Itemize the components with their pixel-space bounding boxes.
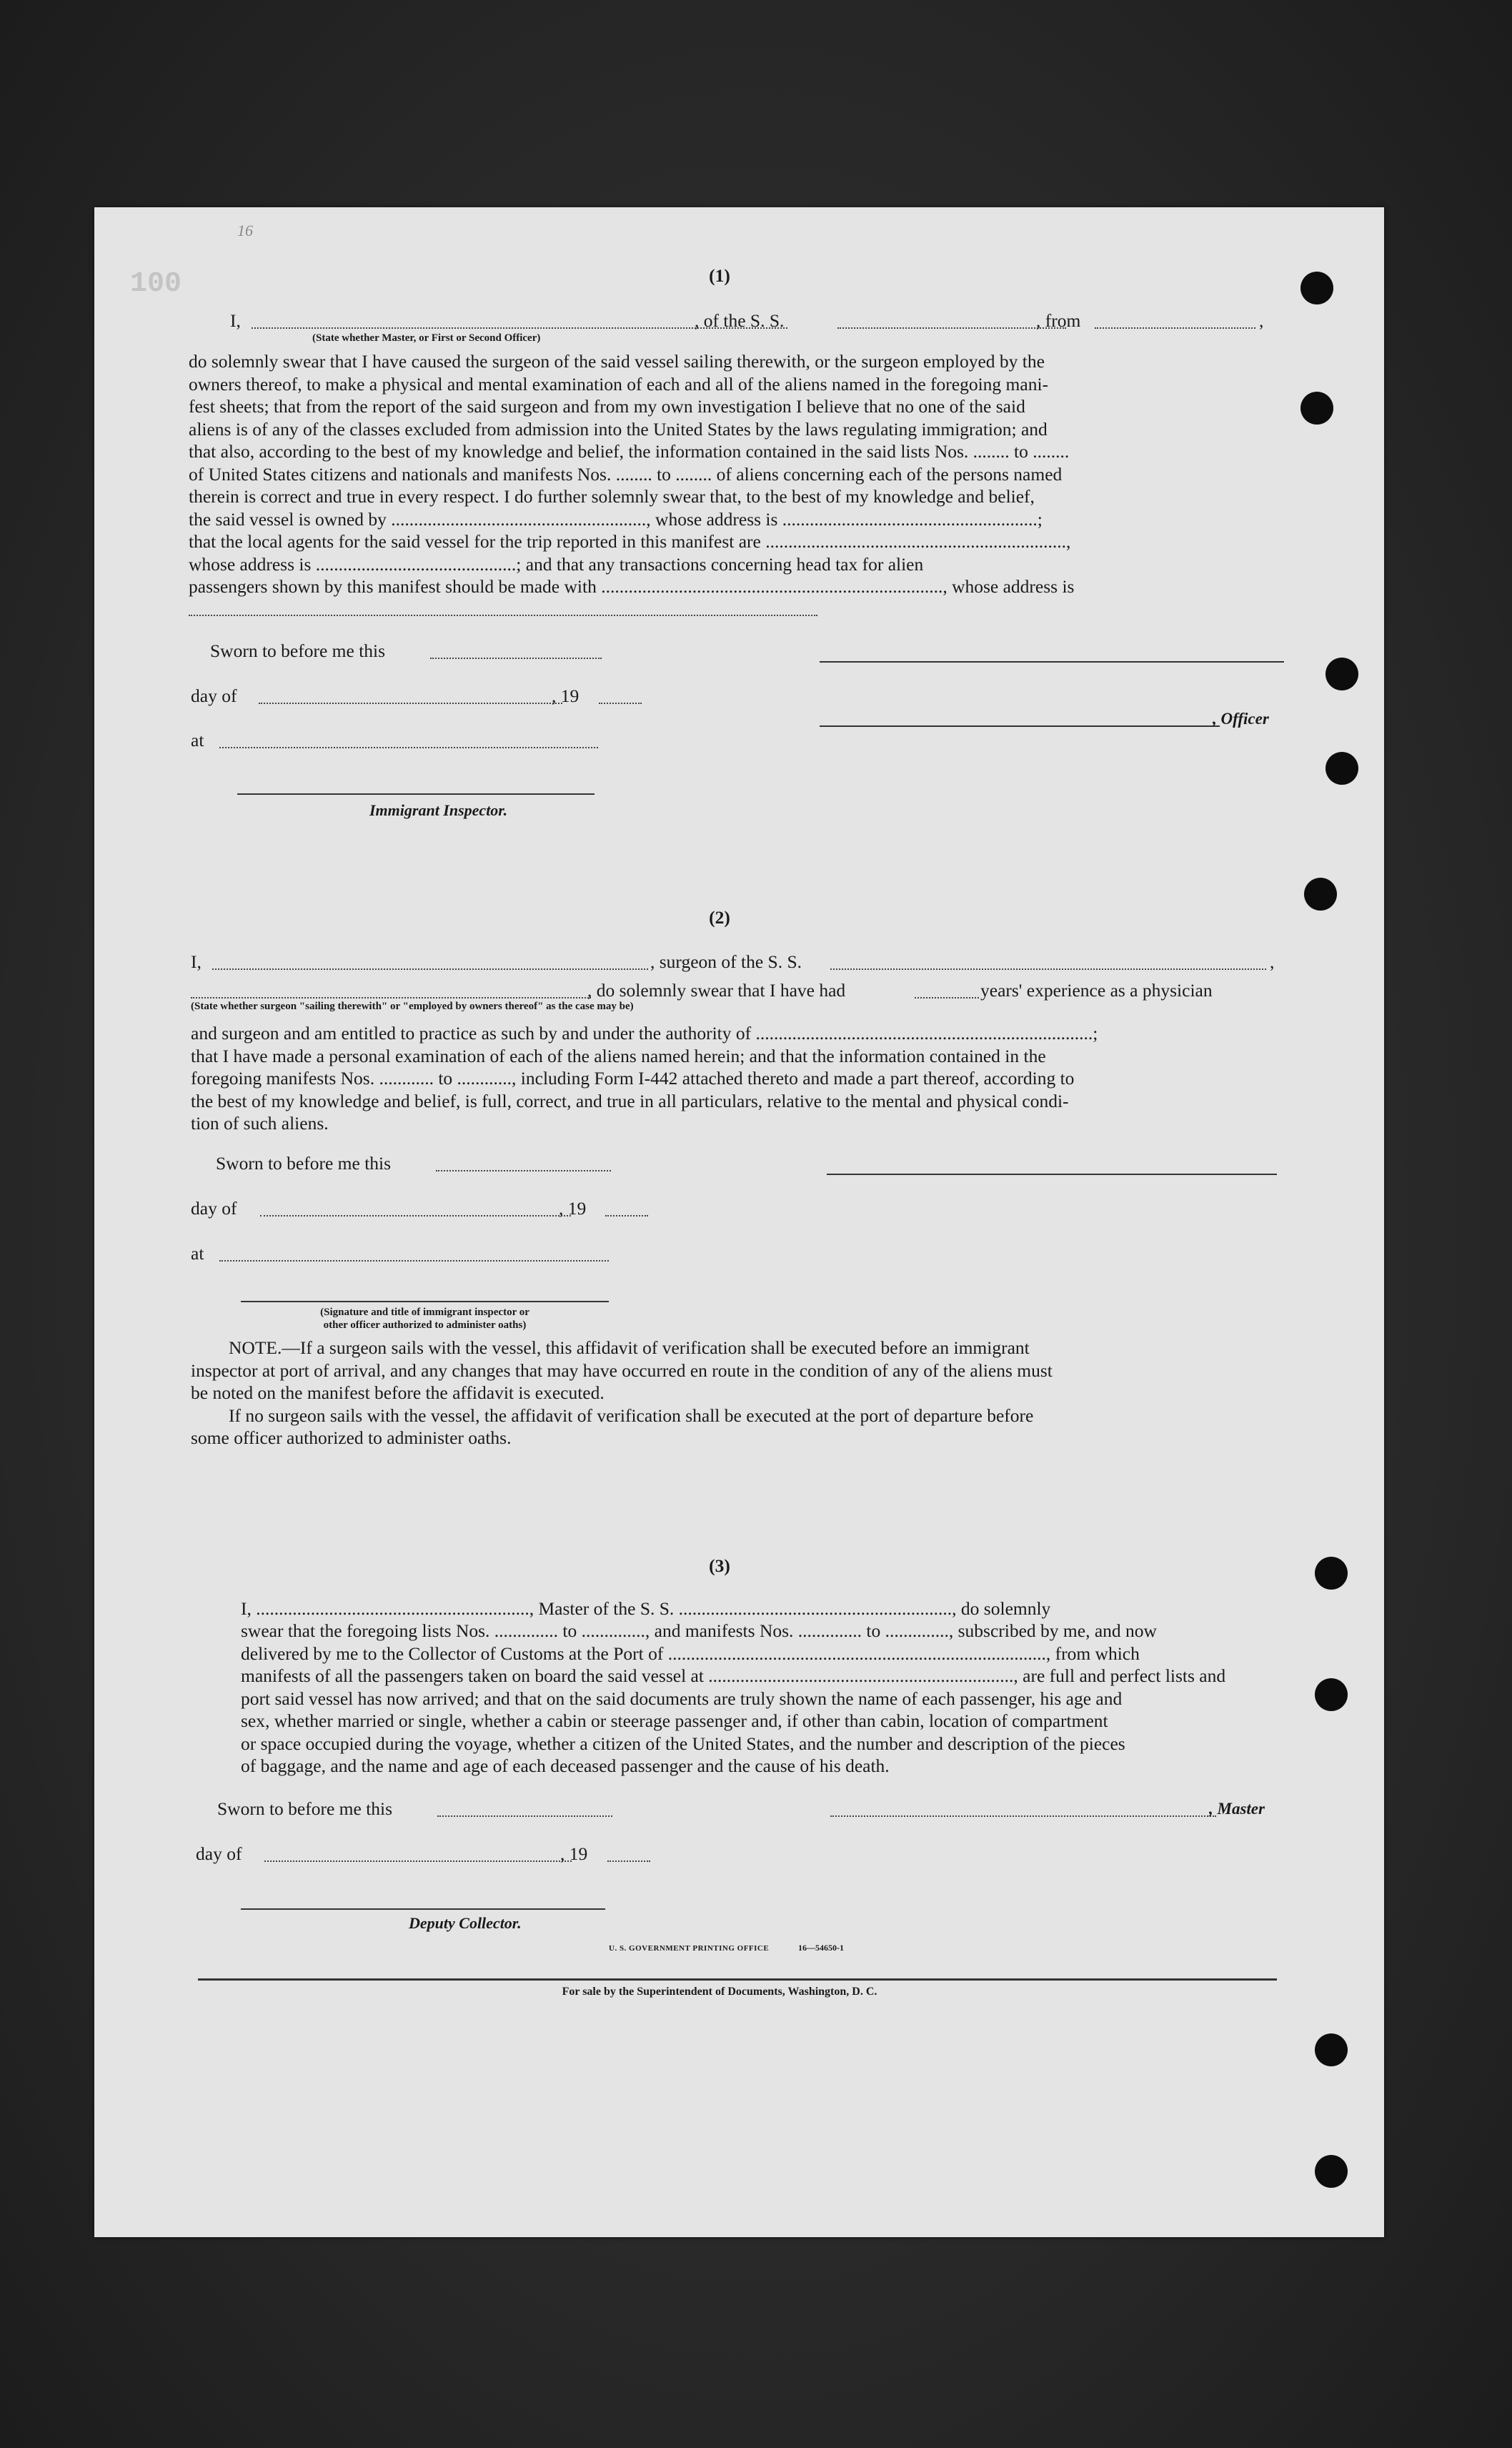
s2-oath-paragraph [191,1022,1277,1135]
s3-oath-line-6: sex, whether married or single, whether a cabin or steerage passenger and, if other than cabin, location of compartment [241,1710,1108,1731]
s3-nineteen-label: , 19 [560,1843,588,1864]
s3-day-of-label: day of [196,1843,242,1864]
s1-oath-line-6: of United States citizens and nationals and manifests Nos. ........ to ........ of aliens concerning each of the persons named [189,463,1063,485]
s1-oath-paragraph [189,350,1275,598]
s1-oath-line-9: that the local agents for the said vessel for the trip reported in this manifest are .................................................................., [189,531,1071,552]
s2-surgeon-name-line[interactable] [212,968,648,970]
s2-year-line[interactable] [605,1215,648,1216]
s1-year-line[interactable] [599,703,642,704]
s2-note-line-2: inspector at port of arrival, and any changes that may have occurred en route in the condition of any of the aliens must [191,1359,1053,1381]
s2-surgeon-sub-label: (State whether surgeon "sailing therewith" or "employed by owners thereof" as the case may be) [191,1001,634,1012]
s2-comma: , [1270,951,1275,972]
binder-hole [1300,392,1333,425]
footer-rule [198,1978,1277,1981]
s2-note-line-4: If no surgeon sails with the vessel, the affidavit of verification shall be executed at the port of departure before [229,1404,1034,1426]
s2-oath-line-4: the best of my knowledge and belief, is full, correct, and true in all particulars, relative to the mental and physical condi- [191,1090,1069,1111]
footer-gpo: U. S. GOVERNMENT PRINTING OFFICE [609,1944,770,1953]
s3-year-line[interactable] [607,1860,650,1862]
s1-oath-line-4: aliens is of any of the classes excluded from admission into the United States by the laws regulating immigration; and [189,418,1048,440]
s1-sworn-label: Sworn to before me this [210,640,386,661]
s1-officer-label: , Officer [1213,710,1269,728]
s2-oath-line-5: tion of such aliens. [191,1113,329,1134]
s1-officer-signature-line[interactable] [820,725,1220,727]
s3-oath-line-5: port said vessel has now arrived; and that on the said documents are truly shown the name of each passenger, his age and [241,1688,1123,1709]
bleed-number: 100 [130,268,182,300]
section-2-number: (2) [709,907,730,928]
s3-oath-line-2: swear that the foregoing lists Nos. .............. to .............., and manifests Nos. .............. to .............., subscribed by me, and now [241,1620,1157,1641]
s2-surgeon-label: , surgeon of the S. S. [650,951,802,972]
s2-signature-label-1: (Signature and title of immigrant inspector or [320,1307,529,1318]
s3-oath-line-8: of baggage, and the name and age of each deceased passenger and the cause of his death. [241,1755,890,1776]
s3-sworn-label: Sworn to before me this [217,1798,393,1819]
binder-hole [1315,1678,1348,1711]
s1-oath-line-2: owners thereof, to make a physical and mental examination of each and all of the aliens named in the foregoing mani- [189,373,1049,395]
s2-signature-line[interactable] [241,1301,609,1302]
s1-officer-sub-label: (State whether Master, or First or Second Officer) [312,332,541,344]
s2-years-label: years' experience as a physician [980,980,1213,1001]
s1-inspector-signature-line[interactable] [237,793,595,795]
s1-oath-line-11: passengers shown by this manifest should be made with ..........................................................................., whose address is [189,576,1075,597]
s2-oath-line-1: and surgeon and am entitled to practice as such by and under the authority of ..........................................................................; [191,1023,1098,1044]
footer-form-number: 16—54650-1 [798,1943,844,1953]
s1-at-label: at [191,730,204,750]
s2-swear-label: , do solemnly swear that I have had [587,980,846,1001]
s2-signature-label-2: other officer authorized to administer oaths) [323,1319,527,1331]
s1-divider-line [189,615,817,616]
s1-top-right-line [820,661,1284,663]
binder-hole [1315,2033,1348,2066]
s1-comma: , [1259,310,1264,331]
s3-oath-paragraph [241,1597,1277,1620]
s2-ship-name-line[interactable] [830,968,1266,970]
s3-oath-line-1: I, ............................................................, Master of the S. S. ............................................................, do solemnly [241,1598,1051,1619]
s1-nineteen-label: , 19 [552,685,580,706]
s3-master-label: , Master [1209,1800,1265,1818]
binder-hole [1315,2155,1348,2188]
s2-surgeon-type-line[interactable] [191,997,591,998]
s3-oath-line-3: delivered by me to the Collector of Customs at the Port of ..................................................................................., from which [241,1642,1140,1664]
s2-note-line-5: some officer authorized to administer oaths. [191,1427,512,1448]
s1-oath-line-3: fest sheets; that from the report of the said surgeon and from my own investigation I believe that no one of the said [189,396,1025,417]
s1-inspector-label: Immigrant Inspector. [369,801,508,819]
s2-note-line-3: be noted on the manifest before the affidavit is executed. [191,1382,605,1403]
s2-at-label: at [191,1243,204,1264]
s3-day-line[interactable] [264,1860,572,1862]
s2-years-line[interactable] [915,997,979,998]
s2-day-line[interactable] [260,1215,571,1216]
s1-oath-line-7: therein is correct and true in every respect. I do further solemnly swear that, to the best of my knowledge and belief, [189,486,1035,507]
s2-day-of-label: day of [191,1198,237,1219]
s1-oath-line-8: the said vessel is owned by ........................................................, whose address is ........................................................; [189,508,1043,530]
footer-for-sale: For sale by the Superintendent of Documents, Washington, D. C. [562,1986,877,1998]
section-1-number: (1) [709,265,730,286]
s1-from-port-line[interactable] [1095,327,1255,329]
s3-deputy-collector-label: Deputy Collector. [409,1914,522,1932]
s2-nineteen-label: , 19 [559,1198,587,1219]
s3-oath-paragraph-rest [241,1620,1277,1778]
s1-sworn-line[interactable] [430,658,602,659]
s1-oath-line-10: whose address is ............................................; and that any transactions concerning head tax for alien [189,553,924,575]
s3-oath-line-4: manifests of all the passengers taken on board the said vessel at ..................................................................., are full and perfect lists and [241,1665,1226,1686]
s2-sworn-line[interactable] [436,1170,611,1171]
s2-note [191,1337,1277,1450]
binder-hole [1304,878,1337,911]
s2-note-line-1: NOTE.—If a surgeon sails with the vessel, this affidavit of verification shall be executed before an immigrant [229,1337,1030,1358]
s1-oath-line-5: that also, according to the best of my knowledge and belief, the information contained in the said lists Nos. ........ to ........ [189,441,1070,462]
s3-collector-signature-line[interactable] [241,1908,605,1910]
s2-sworn-label: Sworn to before me this [216,1153,392,1174]
s2-oath-line-2: that I have made a personal examination of each of the aliens named herein; and that the information contained in the [191,1045,1046,1066]
s3-sworn-line[interactable] [437,1815,612,1817]
manifest-page [94,207,1384,2237]
s3-master-signature-line[interactable] [830,1815,1216,1817]
s1-oath-line-1: do solemnly swear that I have caused the surgeon of the said vessel sailing therewith, or the surgeon employed by the [189,351,1045,372]
s1-day-line[interactable] [259,703,562,704]
s1-of-ss-label: , of the S. S. [695,310,785,331]
margin-number: 16 [237,222,253,239]
s1-at-line[interactable] [219,747,598,748]
s2-at-line[interactable] [219,1260,609,1262]
s2-right-signature-line[interactable] [827,1174,1277,1175]
s3-oath-line-7: or space occupied during the voyage, whether a citizen of the United States, and the number and description of the pieces [241,1733,1125,1754]
s1-day-of-label: day of [191,685,237,706]
s1-ship-name-line[interactable] [837,327,1066,329]
s1-i-label: I, [230,310,241,331]
binder-hole [1326,658,1358,690]
s2-i-label: I, [191,951,202,972]
binder-hole [1315,1557,1348,1590]
s1-from-label: , from [1036,310,1081,331]
s2-oath-line-3: foregoing manifests Nos. ............ to ............, including Form I-442 attached thereto and made a part thereof, according to [191,1068,1075,1089]
binder-hole [1300,272,1333,304]
section-3-number: (3) [709,1555,730,1576]
binder-hole [1326,752,1358,785]
